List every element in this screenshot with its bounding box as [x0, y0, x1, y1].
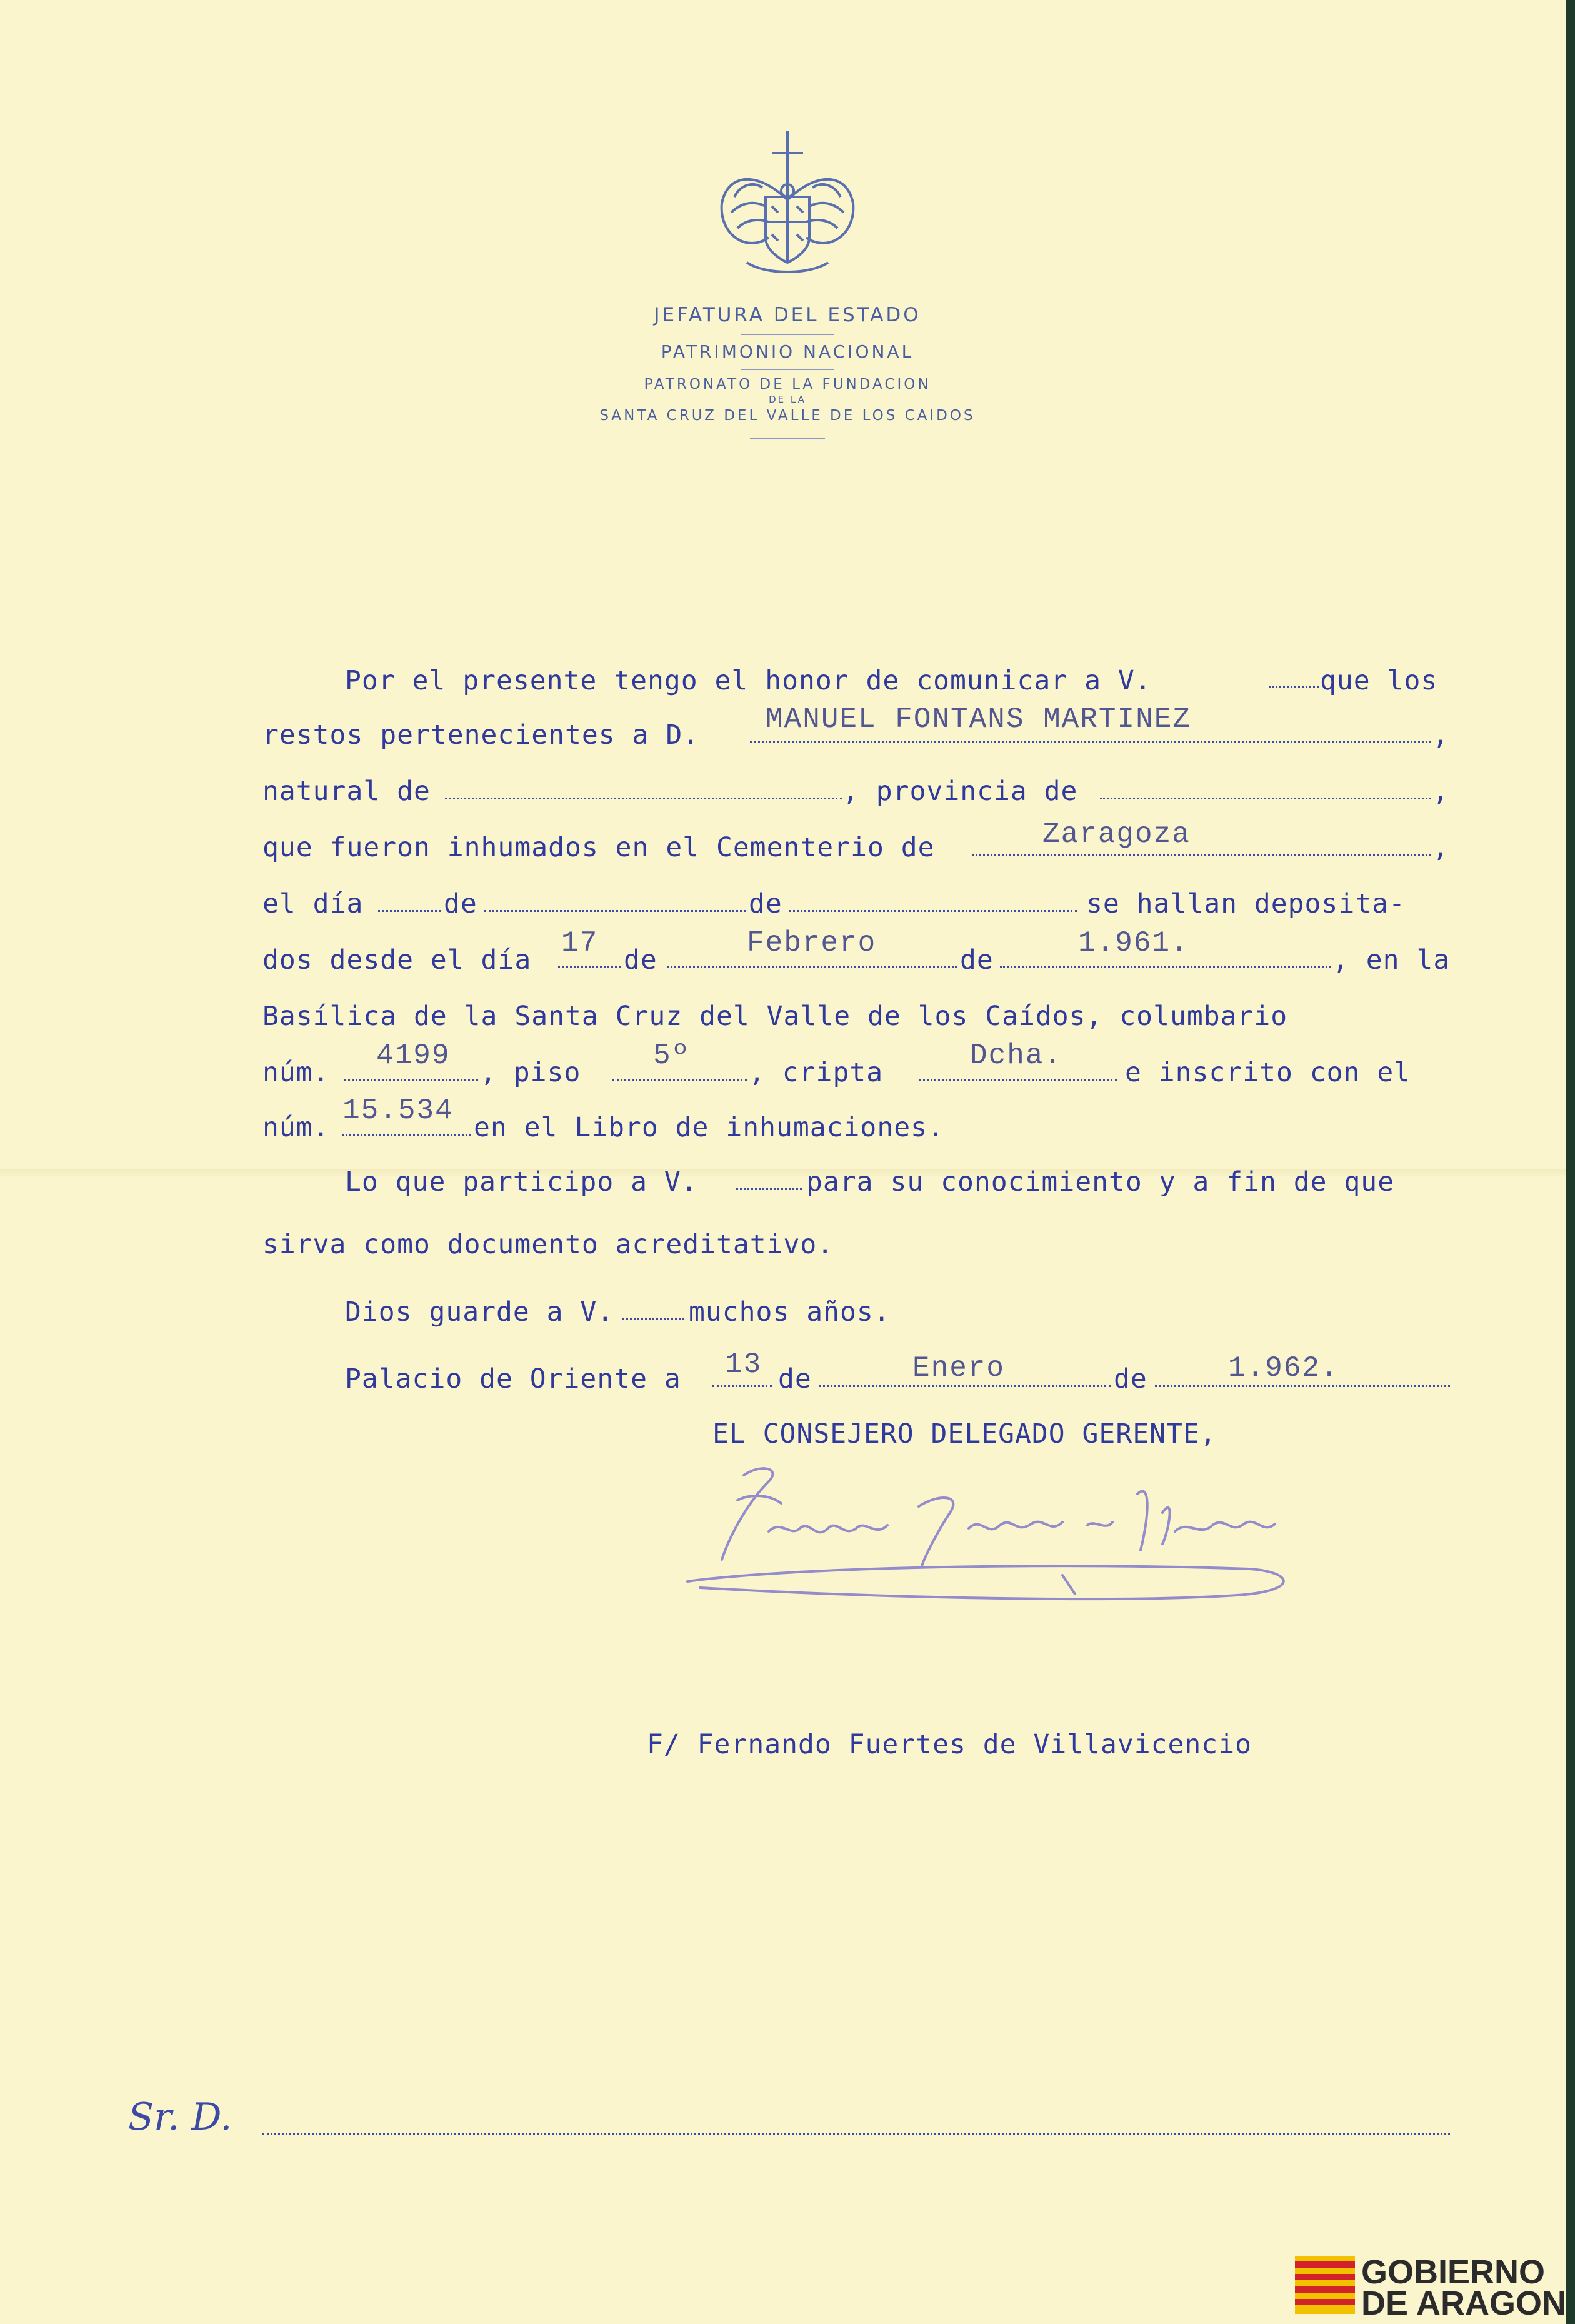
letterhead-rule [741, 334, 834, 335]
filled-deposit-day: 17 [561, 927, 599, 959]
filled-cripta: Dcha. [970, 1039, 1063, 1072]
text-line-13c: de [1114, 1363, 1148, 1395]
text-line-5b: de [444, 888, 478, 919]
filled-date-year: 1.962. [1228, 1352, 1339, 1385]
filled-libro-num: 15.534 [342, 1094, 454, 1127]
text-line-12a: Dios guarde a V. [345, 1296, 614, 1328]
blank-piso [612, 1079, 747, 1081]
text-line-2b: , [1432, 719, 1449, 751]
blank-month [484, 910, 746, 912]
blank-deposit-year [1000, 966, 1331, 968]
filled-date-day: 13 [725, 1348, 762, 1381]
text-line-6a: dos desde el día [262, 944, 532, 976]
letterhead-line-1: JEFATURA DEL ESTADO [654, 304, 921, 326]
filled-deposit-year: 1.961. [1078, 927, 1189, 959]
text-line-6c: de [960, 944, 994, 976]
text-line-9b: en el Libro de inhumaciones. [474, 1112, 944, 1143]
blank-cemetery [972, 854, 1431, 856]
text-line-10b: para su conocimiento y a fin de que [806, 1166, 1395, 1198]
blank-provincia [1100, 798, 1431, 799]
blank-day [378, 910, 441, 912]
logo-text-line-2: DE ARAGON [1361, 2285, 1567, 2322]
blank-addressee [262, 2133, 1450, 2135]
text-line-13b: de [778, 1363, 812, 1395]
handwritten-signature [675, 1456, 1338, 1606]
scan-edge [1566, 0, 1575, 2324]
text-line-2a: restos pertenecientes a D. [262, 719, 700, 751]
text-line-7: Basílica de la Santa Cruz del Valle de los Caídos, columbario [262, 1001, 1288, 1032]
filled-cemetery: Zaragoza [1042, 818, 1191, 851]
text-line-8d: e inscrito con el [1125, 1057, 1411, 1088]
letterhead-rule [750, 438, 825, 439]
text-line-8b: , piso [480, 1057, 581, 1088]
blank-libro [342, 1134, 471, 1136]
text-line-4a: que fueron inhumados en el Cementerio de [262, 832, 935, 863]
text-line-3a: natural de [262, 776, 431, 807]
text-line-8a: núm. [262, 1057, 330, 1088]
text-line-11: sirva como documento acreditativo. [262, 1229, 834, 1260]
blank-natural [445, 798, 842, 799]
letterhead-rule [741, 369, 834, 370]
text-line-5d: se hallan deposita- [1086, 888, 1406, 919]
blank-date-year [1155, 1385, 1450, 1387]
blank-date-month [819, 1385, 1111, 1387]
letterhead-line-3: PATRONATO DE LA FUNDACION [644, 376, 931, 393]
blank-year [789, 910, 1078, 912]
letterhead-line-4: SANTA CRUZ DEL VALLE DE LOS CAIDOS [599, 408, 976, 424]
filled-deposit-month: Febrero [747, 927, 877, 959]
text-line-6d: , en la [1332, 944, 1451, 976]
text-line-12b: muchos años. [689, 1296, 891, 1328]
blank-v-2 [736, 1188, 802, 1190]
filled-columbario: 4199 [376, 1039, 451, 1072]
signatory-title: EL CONSEJERO DELEGADO GERENTE, [712, 1418, 1217, 1450]
blank-columbario [344, 1079, 478, 1081]
text-line-1a: Por el presente tengo el honor de comunicar a V. [345, 665, 1152, 696]
filled-date-month: Enero [912, 1352, 1006, 1385]
text-line-6b: de [624, 944, 658, 976]
aragon-flag-icon [1295, 2256, 1355, 2314]
blank-deposit-month [668, 966, 957, 968]
text-line-5c: de [749, 888, 782, 919]
text-line-10a: Lo que participo a V. [345, 1166, 698, 1198]
text-line-5a: el día [262, 888, 364, 919]
text-line-1b: que los [1320, 665, 1438, 696]
blank-v-1 [1269, 686, 1319, 688]
text-line-8c: , cripta [749, 1057, 884, 1088]
letterhead-line-3b: DE LA [769, 394, 806, 405]
letterhead-line-2: PATRIMONIO NACIONAL [661, 341, 914, 362]
cross-emblem-icon [709, 128, 866, 284]
text-line-4b: , [1432, 832, 1449, 863]
text-line-9a: núm. [262, 1112, 330, 1143]
text-line-13a: Palacio de Oriente a [345, 1363, 681, 1395]
signatory-name: F/ Fernando Fuertes de Villavicencio [647, 1729, 1252, 1760]
text-line-3b: , provincia de [842, 776, 1078, 807]
addressee-label: Sr. D. [128, 2095, 232, 2139]
blank-date-day [712, 1385, 772, 1387]
text-line-3c: , [1432, 776, 1449, 807]
logo-text-line-1: GOBIERNO [1361, 2253, 1546, 2291]
blank-deposit-day [558, 966, 621, 968]
blank-v-3 [622, 1318, 684, 1320]
blank-name [750, 741, 1431, 743]
filled-piso: 5º [653, 1039, 691, 1072]
blank-cripta [919, 1079, 1118, 1081]
filled-name: MANUEL FONTANS MARTINEZ [766, 703, 1191, 736]
